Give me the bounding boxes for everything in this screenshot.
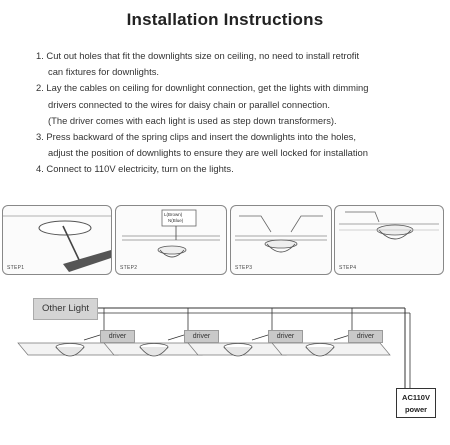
- step-3-label: STEP3: [235, 265, 253, 271]
- step-1-illustration: [2, 205, 112, 275]
- wire-label-blue: N(Blue): [168, 218, 184, 223]
- step-3-illustration: [230, 205, 332, 275]
- instruction-step-3: [36, 129, 436, 161]
- step-4-label: STEP4: [339, 265, 357, 271]
- driver-box-4: driver: [348, 330, 383, 343]
- instruction-line: (The driver comes with each light is used as step down transformers).: [48, 114, 337, 126]
- instruction-line: 2. Lay the cables on ceiling for downlight connection, get the lights with dimming: [36, 82, 369, 94]
- installed-downlight-drawing: [335, 206, 443, 274]
- step-2-illustration: [115, 205, 227, 275]
- driver-box-3: driver: [268, 330, 303, 343]
- instruction-list: [36, 48, 436, 178]
- instruction-step-4: [36, 161, 436, 177]
- step-illustrations: [0, 205, 450, 275]
- step-2-label: STEP2: [120, 265, 138, 271]
- ac-power-box: [396, 388, 436, 418]
- instruction-line: adjust the position of downlights to ensure they are well locked for installation: [48, 147, 368, 159]
- instruction-line: can fixtures for downlights.: [48, 66, 159, 78]
- power-label: power: [404, 405, 428, 414]
- page-title: Installation Instructions: [126, 10, 324, 29]
- instruction-step-1: [36, 48, 436, 80]
- step-4-illustration: [334, 205, 444, 275]
- ceiling-hole-drawing: [3, 206, 111, 274]
- wire-label-brown: L(Brown): [164, 212, 183, 217]
- step-1-label: STEP1: [7, 265, 25, 271]
- instruction-line: 4. Connect to 110V electricity, turn on the lights.: [36, 163, 234, 175]
- instruction-line: drivers connected to the wires for daisy chain or parallel connection.: [48, 98, 330, 110]
- driver-box-1: driver: [100, 330, 135, 343]
- instruction-line: 3. Press backward of the spring clips and insert the downlights into the holes,: [36, 131, 356, 143]
- instruction-line: 1. Cut out holes that fit the downlights size on ceiling, no need to install retrofit: [36, 50, 360, 61]
- power-voltage-label: AC110V: [402, 393, 430, 402]
- instruction-step-2: [36, 80, 436, 129]
- insert-downlight-drawing: [231, 206, 331, 274]
- other-light-box: Other Light: [33, 298, 98, 320]
- driver-box-2: driver: [184, 330, 219, 343]
